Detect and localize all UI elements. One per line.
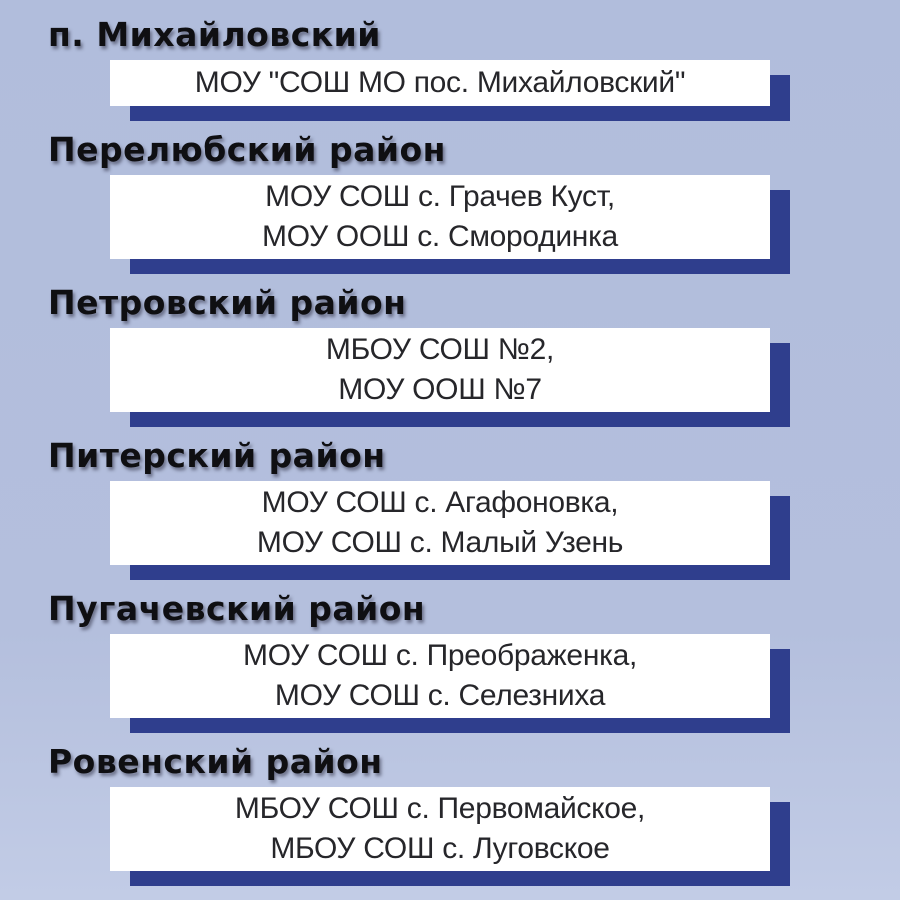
school-name: МОУ СОШ с. Преображенка,: [243, 639, 637, 672]
section-pitersky: [0, 437, 900, 565]
card-body: [110, 175, 770, 259]
card-body: [110, 787, 770, 871]
school-name: МОУ ООШ №7: [338, 373, 542, 406]
school-name: МОУ ООШ с. Смородинка: [262, 220, 618, 253]
card-body: [110, 328, 770, 412]
school-name: МБОУ СОШ №2,: [325, 333, 555, 366]
district-heading: Перелюбский район: [48, 130, 446, 169]
school-name: МБОУ СОШ с. Первомайское,: [234, 792, 646, 825]
district-heading: Петровский район: [48, 283, 407, 322]
card-body: [110, 634, 770, 718]
district-heading: Пугачевский район: [48, 589, 426, 628]
section-pugachevsky: [0, 590, 900, 718]
section-rovensky: [0, 743, 900, 871]
school-card: [110, 328, 770, 412]
school-card: [110, 175, 770, 259]
section-mikhaylovsky: [0, 16, 900, 106]
district-heading: п. Михайловский: [48, 15, 381, 54]
school-name: МОУ СОШ с. Грачев Куст,: [265, 180, 615, 213]
card-body: [110, 60, 770, 106]
section-petrovsky: [0, 284, 900, 412]
school-name: МОУ СОШ с. Агафоновка,: [261, 486, 619, 519]
card-body: [110, 481, 770, 565]
school-card: [110, 481, 770, 565]
school-name: МОУ СОШ с. Селезниха: [274, 679, 606, 712]
district-heading: Ровенский район: [48, 742, 383, 781]
school-card: [110, 60, 770, 106]
school-card: [110, 787, 770, 871]
school-name: МБОУ СОШ с. Луговское: [270, 832, 610, 865]
section-perelyubsky: [0, 131, 900, 259]
school-name: МОУ СОШ с. Малый Узень: [256, 526, 624, 559]
district-heading: Питерский район: [48, 436, 386, 475]
school-name: МОУ "СОШ МО пос. Михайловский": [194, 66, 686, 99]
school-card: [110, 634, 770, 718]
